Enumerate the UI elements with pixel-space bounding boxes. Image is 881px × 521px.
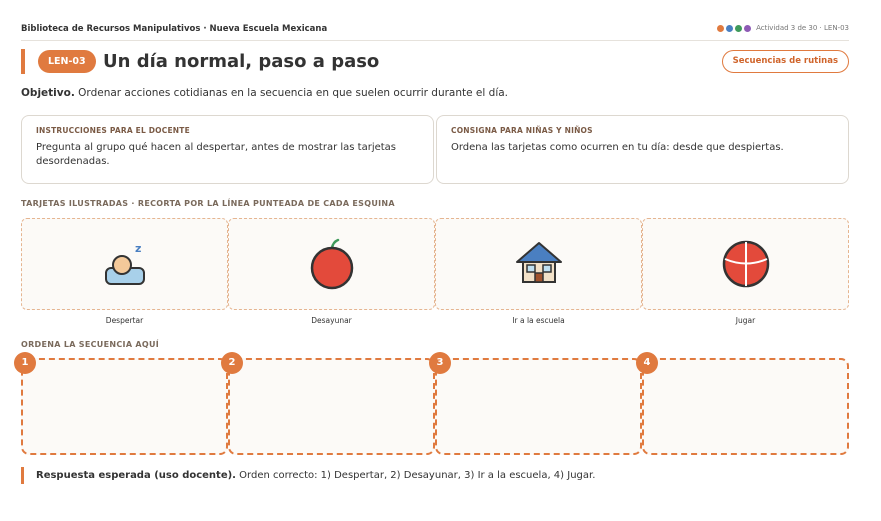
activity-code-badge: LEN-03 <box>38 50 96 73</box>
activity-indicator <box>717 24 849 32</box>
sleeping-child-icon <box>95 234 155 294</box>
slot-number: 2 <box>221 352 243 374</box>
sequence-section-label: ORDENA LA SECUENCIA AQUÍ <box>21 340 160 349</box>
category-pill[interactable]: Secuencias de rutinas <box>722 50 849 73</box>
card-despertar[interactable] <box>21 218 228 310</box>
card-jugar[interactable] <box>642 218 849 310</box>
title-row <box>21 48 849 76</box>
page-title: Un día normal, paso a paso <box>103 51 380 72</box>
top-bar <box>21 24 849 41</box>
expected-answer-label: Respuesta esperada (uso docente). <box>36 470 236 481</box>
apple-icon <box>302 234 362 294</box>
ball-icon <box>716 234 776 294</box>
card-caption: Ir a la escuela <box>512 316 565 325</box>
progress-dot <box>735 25 742 32</box>
expected-answer-text: Orden correcto: 1) Despertar, 2) Desayunar, 3) Ir a la escuela, 4) Jugar. <box>235 470 596 481</box>
objective <box>21 87 508 99</box>
expected-answer <box>21 467 595 484</box>
sequence-slot-2[interactable] <box>228 358 435 455</box>
svg-text:z: z <box>134 242 141 255</box>
card-caption: Jugar <box>735 316 756 325</box>
objective-label: Objetivo. <box>21 87 75 99</box>
teacher-instructions-heading: INSTRUCCIONES PARA EL DOCENTE <box>36 126 190 135</box>
progress-dot <box>717 25 724 32</box>
card-desayunar[interactable] <box>228 218 435 310</box>
title-accent-bar <box>21 49 25 74</box>
kids-instructions-text: Ordena las tarjetas como ocurren en tu día: desde que despiertas. <box>451 142 784 153</box>
sequence-slot-4[interactable] <box>642 358 849 455</box>
progress-dot <box>744 25 751 32</box>
kids-instructions-heading: CONSIGNA PARA NIÑAS Y NIÑOS <box>451 126 593 135</box>
cards-section-label: TARJETAS ILUSTRADAS · RECORTA POR LA LÍNEA PUNTEADA DE CADA ESQUINA <box>21 199 395 208</box>
kids-instructions-box <box>436 115 849 184</box>
slot-number: 4 <box>636 352 658 374</box>
objective-text: Ordenar acciones cotidianas en la secuencia en que suelen ocurrir durante el día. <box>74 87 509 99</box>
card-caption: Despertar <box>105 316 144 325</box>
slot-number: 1 <box>14 352 36 374</box>
card-caption: Desayunar <box>311 316 352 325</box>
library-name: Biblioteca de Recursos Manipulativos · Nueva Escuela Mexicana <box>21 24 328 34</box>
teacher-instructions-box <box>21 115 434 184</box>
teacher-instructions-text: Pregunta al grupo qué hacen al despertar, antes de mostrar las tarjetas desordenadas. <box>36 142 397 167</box>
card-ir-a-la-escuela[interactable] <box>435 218 642 310</box>
progress-dot <box>726 25 733 32</box>
sequence-slot-1[interactable] <box>21 358 228 455</box>
activity-counter: Actividad 3 de 30 · LEN-03 <box>756 24 849 32</box>
slot-number: 3 <box>429 352 451 374</box>
house-icon <box>509 234 569 294</box>
sequence-slot-3[interactable] <box>435 358 642 455</box>
